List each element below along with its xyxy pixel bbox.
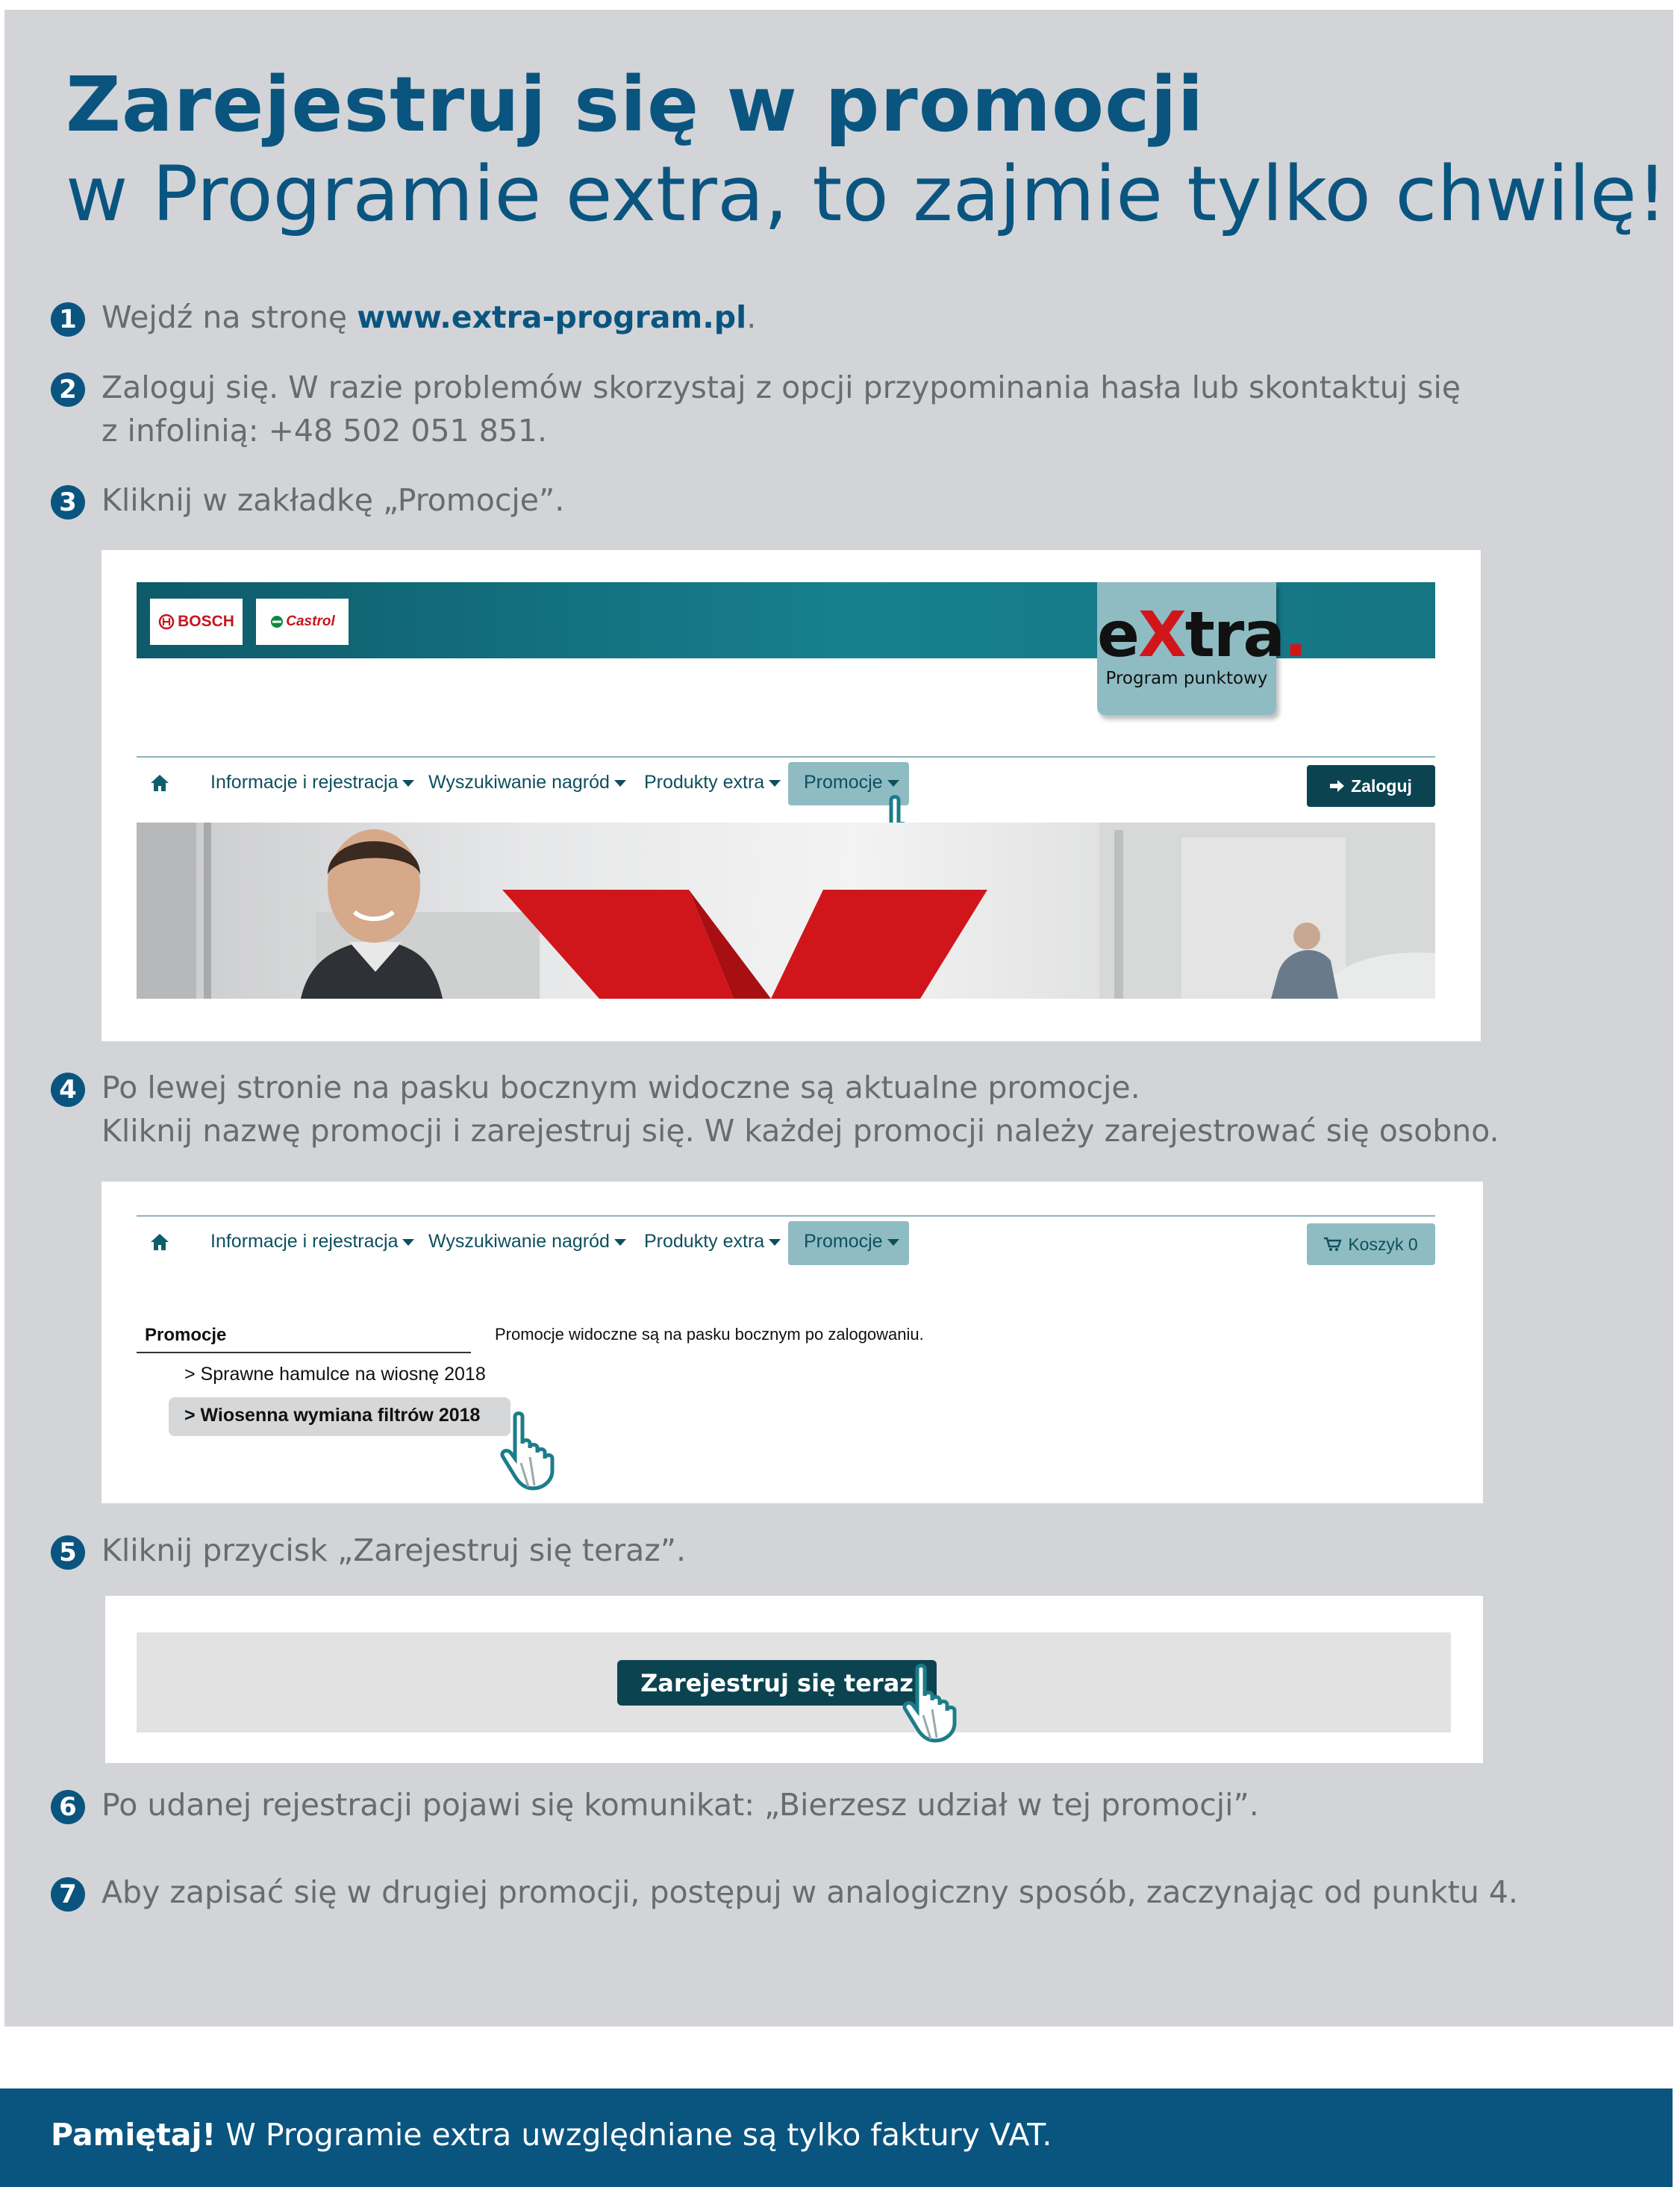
step-4-line-2: Kliknij nazwę promocji i zarejestruj się. W każdej promocji należy zarejestrować się osobno. bbox=[102, 1113, 1499, 1149]
nav-search-label: Wyszukiwanie nagród bbox=[428, 772, 610, 793]
nav-search-label: Wyszukiwanie nagród bbox=[428, 1231, 610, 1252]
login-label: Zaloguj bbox=[1351, 776, 1412, 796]
step-1-period: . bbox=[746, 299, 757, 335]
nav-divider bbox=[137, 756, 1435, 758]
extra-logo-x: X bbox=[1137, 598, 1185, 671]
cart-icon bbox=[1324, 1237, 1342, 1252]
castrol-emblem-icon bbox=[269, 614, 284, 629]
nav-info-registration[interactable] bbox=[210, 772, 414, 793]
nav-promotions[interactable] bbox=[804, 1231, 899, 1252]
title-line-1: Zarejestruj się w promocji bbox=[66, 60, 1205, 149]
promo-item-brakes[interactable]: > Sprawne hamulce na wiosnę 2018 bbox=[184, 1364, 486, 1385]
step-number-badge: 3 bbox=[51, 485, 85, 520]
step-1-text: Wejdź na stronę bbox=[102, 299, 357, 335]
footer-bold: Pamiętaj! bbox=[51, 2117, 216, 2153]
step-number-badge: 4 bbox=[51, 1073, 85, 1107]
step-2-line-2: z infolinią: +48 502 051 851. bbox=[102, 413, 548, 449]
nav-extra-products[interactable] bbox=[644, 772, 781, 793]
nav-reward-search[interactable] bbox=[428, 1231, 626, 1252]
chevron-down-icon bbox=[402, 1239, 414, 1246]
bosch-logo-text: BOSCH bbox=[178, 613, 234, 630]
bosch-logo bbox=[150, 599, 243, 645]
nav-promos-label: Promocje bbox=[804, 772, 883, 793]
castrol-logo-text: Castrol bbox=[286, 614, 335, 629]
extra-logo-e: e bbox=[1097, 598, 1138, 671]
step-number-badge: 7 bbox=[51, 1877, 85, 1912]
chevron-down-icon bbox=[614, 780, 626, 787]
chevron-down-icon bbox=[887, 780, 899, 787]
nav-info-label: Informacje i rejestracja bbox=[210, 772, 399, 793]
extra-logo-badge bbox=[1097, 582, 1306, 715]
nav-extra-products[interactable] bbox=[644, 1231, 781, 1252]
pointer-hand-icon bbox=[499, 1411, 573, 1491]
chevron-down-icon bbox=[614, 1239, 626, 1246]
chevron-down-icon bbox=[769, 1239, 781, 1246]
nav-promos-label: Promocje bbox=[804, 1231, 883, 1252]
home-icon[interactable] bbox=[150, 1232, 169, 1252]
chevron-down-icon bbox=[769, 780, 781, 787]
sidebar-divider bbox=[137, 1352, 471, 1353]
home-icon[interactable] bbox=[150, 773, 169, 793]
nav-info-registration[interactable] bbox=[210, 1231, 414, 1252]
nav-divider bbox=[137, 1215, 1435, 1217]
arrow-right-icon bbox=[1330, 779, 1345, 793]
chevron-down-icon bbox=[402, 780, 414, 787]
step-2-line-1: Zaloguj się. W razie problemów skorzystaj z opcji przypominania hasła lub skontaktuj się bbox=[102, 369, 1461, 405]
step-7-text: Aby zapisać się w drugiej promocji, postępuj w analogiczny sposób, zaczynając od punktu 4. bbox=[102, 1874, 1518, 1910]
step-3-text: Kliknij w zakładkę „Promocje”. bbox=[102, 482, 565, 518]
bosch-emblem-icon bbox=[158, 614, 175, 630]
step-5-text: Kliknij przycisk „Zarejestruj się teraz”. bbox=[102, 1532, 686, 1568]
step-number-badge: 2 bbox=[51, 372, 85, 407]
extra-logo-dot: . bbox=[1284, 598, 1306, 671]
hero-banner bbox=[137, 823, 1435, 999]
footer-note bbox=[51, 2117, 1052, 2153]
nav-info-label: Informacje i rejestracja bbox=[210, 1231, 399, 1252]
promotions-note: Promocje widoczne są na pasku bocznym po zalogowaniu. bbox=[495, 1325, 924, 1344]
castrol-logo bbox=[256, 599, 349, 645]
step-number-badge: 6 bbox=[51, 1790, 85, 1824]
promo-item-filters[interactable]: > Wiosenna wymiana filtrów 2018 bbox=[184, 1405, 481, 1426]
website-link[interactable]: www.extra-program.pl bbox=[357, 299, 747, 335]
banner-image bbox=[137, 823, 1435, 999]
nav-products-label: Produkty extra bbox=[644, 772, 765, 793]
nav-products-label: Produkty extra bbox=[644, 1231, 765, 1252]
extra-logo-subtitle: Program punktowy bbox=[1105, 669, 1268, 688]
footer-banner bbox=[0, 2088, 1673, 2187]
extra-logo-tra: tra bbox=[1184, 598, 1284, 671]
cart-label: Koszyk 0 bbox=[1348, 1234, 1418, 1254]
sidebar-title: Promocje bbox=[145, 1325, 227, 1345]
step-number-badge: 1 bbox=[51, 302, 85, 337]
footer-text: W Programie extra uwzględniane są tylko faktury VAT. bbox=[216, 2117, 1052, 2153]
login-button[interactable] bbox=[1307, 765, 1435, 807]
nav-promotions[interactable] bbox=[804, 772, 899, 793]
page-title bbox=[66, 60, 1667, 241]
title-line-2: w Programie extra, to zajmie tylko chwilę! bbox=[66, 150, 1667, 240]
pointer-hand-icon bbox=[901, 1663, 975, 1744]
chevron-down-icon bbox=[887, 1239, 899, 1246]
extra-logo bbox=[1097, 598, 1306, 671]
step-4-line-1: Po lewej stronie na pasku bocznym widoczne są aktualne promocje. bbox=[102, 1070, 1140, 1105]
nav-reward-search[interactable] bbox=[428, 772, 626, 793]
site-header bbox=[137, 582, 1435, 688]
register-now-button[interactable]: Zarejestruj się teraz bbox=[617, 1660, 937, 1706]
cart-button[interactable] bbox=[1307, 1223, 1435, 1265]
step-number-badge: 5 bbox=[51, 1535, 85, 1570]
step-6-text: Po udanej rejestracji pojawi się komunikat: „Bierzesz udział w tej promocji”. bbox=[102, 1787, 1259, 1823]
